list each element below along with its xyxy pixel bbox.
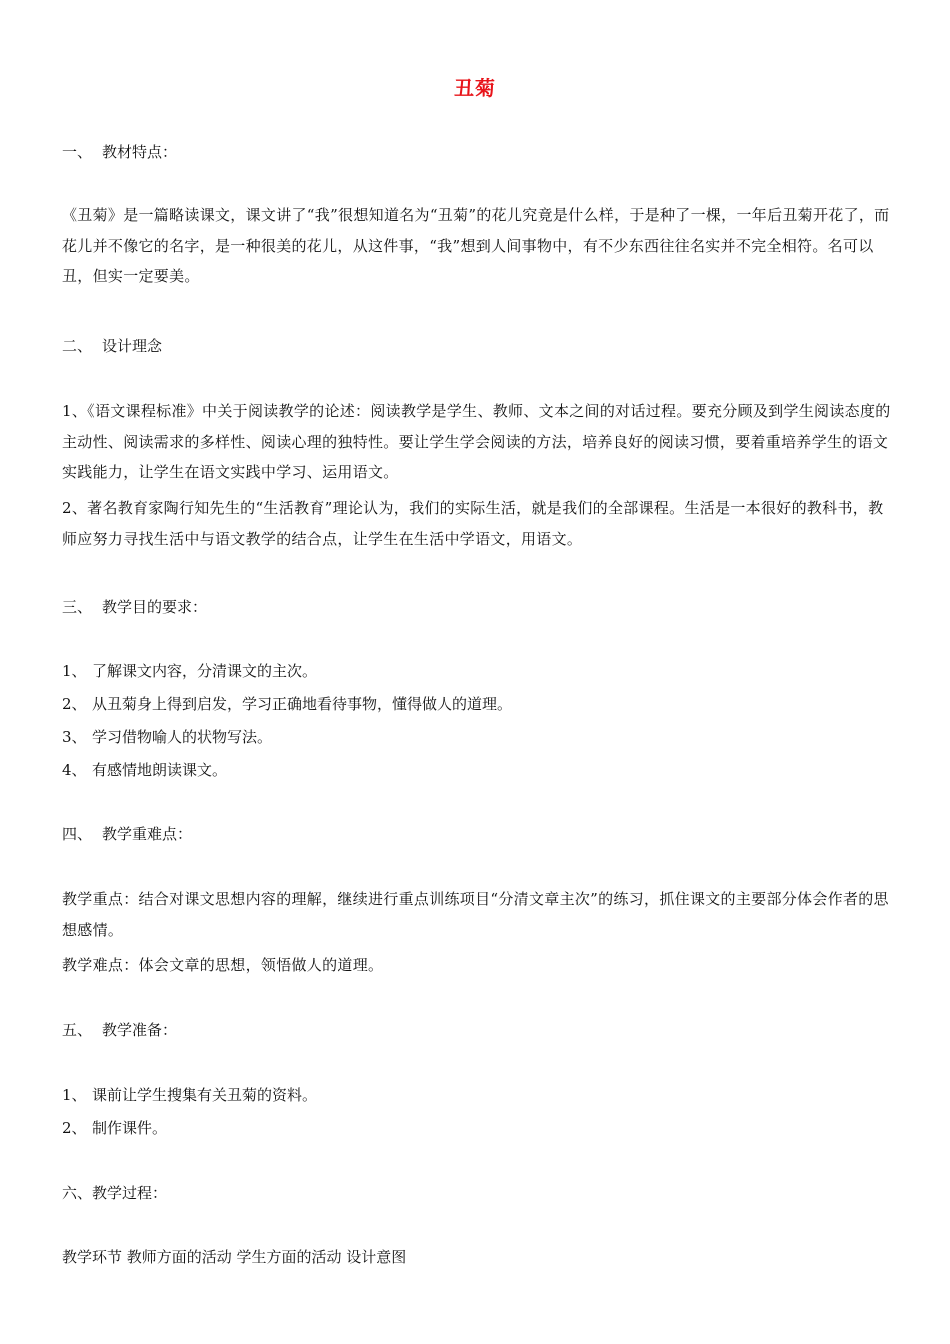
section-1-body: 《丑菊》是一篇略读课文，课文讲了“我”很想知道名为“丑菊”的花儿究竟是什么样，于是种了一棵，一年后丑菊开花了，而花儿并不像它的名字，是一种很美的花儿，从这件事，“我”想到人间事物中，有不少东西往往名实并不完全相符。名可以丑，但实一定要美。 xyxy=(62,206,890,285)
section-2-heading xyxy=(62,331,892,361)
list-item xyxy=(62,689,892,719)
list-item xyxy=(62,722,892,752)
list-item-number: 4、 xyxy=(62,761,87,779)
list-item-text: 课前让学生搜集有关丑菊的资料。 xyxy=(92,1086,318,1104)
list-item-number: 2、 xyxy=(62,1119,87,1137)
difficult-point-text: 教学难点：体会文章的思想，领悟做人的道理。 xyxy=(62,956,384,974)
section-5-number: 五、 xyxy=(62,1021,93,1039)
list-item xyxy=(62,755,892,785)
section-2-title: 设计理念 xyxy=(102,337,163,355)
section-4-title: 教学重难点： xyxy=(102,825,193,843)
section-6-heading: 六、教学过程： xyxy=(62,1184,168,1202)
list-item-number: 2、 xyxy=(62,695,87,713)
section-1-title: 教材特点： xyxy=(102,143,178,161)
list-item xyxy=(62,1080,892,1110)
section-5-title: 教学准备： xyxy=(102,1021,178,1039)
section-2-paragraph-2: 2、著名教育家陶行知先生的“生活教育”理论认为，我们的实际生活，就是我们的全部课程。生活是一本很好的教科书，教师应努力寻找生活中与语文教学的结合点，让学生在生活中学语文，用语文。 xyxy=(62,499,884,548)
section-2-paragraph-1: 1、《语文课程标准》中关于阅读教学的论述：阅读教学是学生、教师、文本之间的对话过程。要充分顾及到学生阅读态度的主动性、阅读需求的多样性、阅读心理的独特性。要让学生学会阅读的方法，培养良好的阅读习惯，要着重培养学生的语文实践能力，让学生在语文实践中学习、运用语文。 xyxy=(62,402,891,481)
key-point-text: 教学重点：结合对课文思想内容的理解，继续进行重点训练项目“分清文章主次”的练习，抓住课文的主要部分体会作者的思想感情。 xyxy=(62,890,889,939)
list-item xyxy=(62,1113,892,1143)
section-3-title: 教学目的要求： xyxy=(102,598,208,616)
list-item-text: 学习借物喻人的状物写法。 xyxy=(92,728,273,746)
section-3-heading xyxy=(62,592,892,622)
section-2-number: 二、 xyxy=(62,337,93,355)
list-item-number: 1、 xyxy=(62,1086,87,1104)
list-item xyxy=(62,656,892,686)
section-4-heading xyxy=(62,819,892,849)
section-1-heading xyxy=(62,137,892,167)
page-title: 丑菊 xyxy=(454,76,496,100)
process-table-header: 教学环节 教师方面的活动 学生方面的活动 设计意图 xyxy=(62,1248,407,1266)
section-1-number: 一、 xyxy=(62,143,93,161)
list-item-text: 从丑菊身上得到启发，学习正确地看待事物，懂得做人的道理。 xyxy=(92,695,513,713)
section-3-number: 三、 xyxy=(62,598,93,616)
list-item-text: 制作课件。 xyxy=(92,1119,168,1137)
list-item-number: 1、 xyxy=(62,662,87,680)
list-item-text: 了解课文内容，分清课文的主次。 xyxy=(92,662,318,680)
list-item-text: 有感情地朗读课文。 xyxy=(92,761,228,779)
list-item-number: 3、 xyxy=(62,728,87,746)
section-5-heading xyxy=(62,1015,892,1045)
section-4-number: 四、 xyxy=(62,825,93,843)
